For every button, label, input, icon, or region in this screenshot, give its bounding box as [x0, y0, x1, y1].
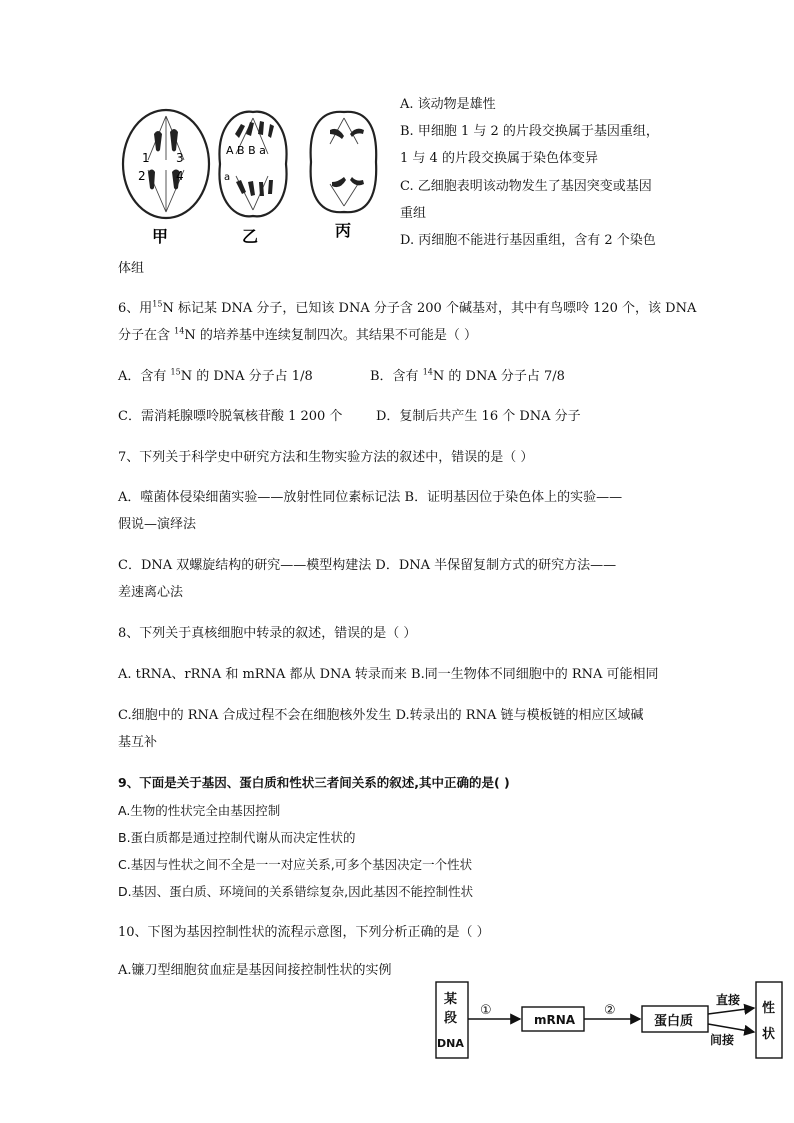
cell-yi-outline	[219, 112, 286, 217]
q8-options-line2: C.细胞中的 RNA 合成过程不会在细胞核外发生 D.转录出的 RNA 链与模板链的相应区域碱	[118, 708, 644, 723]
q6-option-c: C．需消耗腺嘌呤脱氧核苷酸 1 200 个	[118, 409, 343, 424]
step2-label: ②	[604, 1003, 616, 1018]
q9-stem: 9、下面是关于基因、蛋白质和性状三者间关系的叙述,其中正确的是( )	[118, 775, 510, 790]
q8-stem: 8、下列关于真核细胞中转录的叙述，错误的是（ ）	[118, 626, 417, 641]
cell-jia-num-4: 4	[176, 169, 184, 183]
cell-jia-num-3: 3	[176, 151, 184, 165]
indirect-label: 间接	[710, 1033, 735, 1047]
q8-options-line3: 基互补	[118, 735, 158, 750]
box-mrna-label: mRNA	[534, 1013, 576, 1027]
q10-stem: 10、下图为基因控制性状的流程示意图，下列分析正确的是（ ）	[118, 925, 490, 940]
box-dna-char3: DNA	[437, 1037, 464, 1050]
box-trait	[756, 982, 782, 1058]
box-trait-char2: 状	[762, 1027, 776, 1042]
cell-bing-outline	[311, 112, 377, 212]
q5-option-b-line2: 1 与 4 的片段交换属于染色体变异	[400, 151, 598, 166]
q5-option-b-line1: B. 甲细胞 1 与 2 的片段交换属于基因重组，	[400, 124, 659, 139]
q5-option-c-line1: C. 乙细胞表明该动物发生了基因突变或基因	[400, 179, 652, 194]
q5-option-d-line1: D. 丙细胞不能进行基因重组，含有 2 个染色	[400, 233, 656, 248]
cell-label-jia: 甲	[152, 227, 169, 246]
q6-stem-line2: 分子在含 $^{14}$N 的培养基中连续复制四次。其结果不可能是（ ）	[118, 326, 477, 343]
cell-label-yi: 乙	[242, 227, 259, 246]
cell-yi-genes: A B B a	[226, 144, 266, 157]
q7-stem: 7、下列关于科学史中研究方法和生物实验方法的叙述中，错误的是（ ）	[118, 450, 534, 465]
box-protein-label: 蛋白质	[654, 1014, 694, 1029]
q5-option-a: A. 该动物是雄性	[400, 97, 496, 112]
direct-label: 直接	[716, 993, 741, 1007]
q9-option-a: A.生物的性状完全由基因控制	[118, 803, 281, 818]
q9-option-c: C.基因与性状之间不全是一一对应关系,可多个基因决定一个性状	[118, 857, 473, 872]
q6-option-a: A．含有 $^{15}$N 的 DNA 分子占 1/8	[118, 367, 313, 384]
box-trait-char1: 性	[762, 1001, 776, 1016]
box-dna-char1: 某	[444, 992, 458, 1007]
q8-options-line1: A. tRNA、rRNA 和 mRNA 都从 DNA 转录而来 B.同一生物体不同细胞中的 RNA 可能相同	[118, 667, 659, 682]
cell-yi-gene-small: a	[224, 172, 231, 183]
q10-option-a: A.镰刀型细胞贫血症是基因间接控制性状的实例	[118, 963, 392, 978]
arrow-indirect	[708, 1024, 754, 1032]
box-dna-char2: 段	[444, 1011, 458, 1026]
q6-option-d: D．复制后共产生 16 个 DNA 分子	[376, 409, 581, 424]
q7-options-line4: 差速离心法	[118, 585, 184, 600]
q7-options-line3: C．DNA 双螺旋结构的研究——模型构建法 D．DNA 半保留复制方式的研究方法——	[118, 558, 617, 573]
q7-options-line1: A．噬菌体侵染细菌实验——放射性同位素标记法 B．证明基因位于染色体上的实验——	[118, 490, 623, 505]
cell-jia-num-1: 1	[142, 151, 150, 165]
cell-label-bing: 丙	[335, 221, 352, 240]
cell-division-figure	[118, 104, 388, 252]
cell-jia-num-2: 2	[138, 169, 146, 183]
q6-stem-line1: 6、用$^{15}$N 标记某 DNA 分子，已知该 DNA 分子含 200 个碱基对，其中有鸟嘌呤 120 个，该 DNA	[118, 299, 697, 316]
arrow-direct	[708, 1008, 754, 1014]
q9-option-d: D.基因、蛋白质、环境间的关系错综复杂,因此基因不能控制性状	[118, 884, 474, 899]
gene-control-flow-diagram	[430, 976, 790, 1064]
q7-options-line2: 假说—演绎法	[118, 517, 197, 532]
q5-option-c-line2: 重组	[400, 206, 427, 221]
q6-option-b: B．含有 $^{14}$N 的 DNA 分子占 7/8	[370, 367, 565, 384]
q9-option-b: B.蛋白质都是通过控制代谢从而决定性状的	[118, 830, 356, 845]
q5-option-d-line2: 体组	[118, 261, 145, 276]
step1-label: ①	[480, 1003, 492, 1018]
